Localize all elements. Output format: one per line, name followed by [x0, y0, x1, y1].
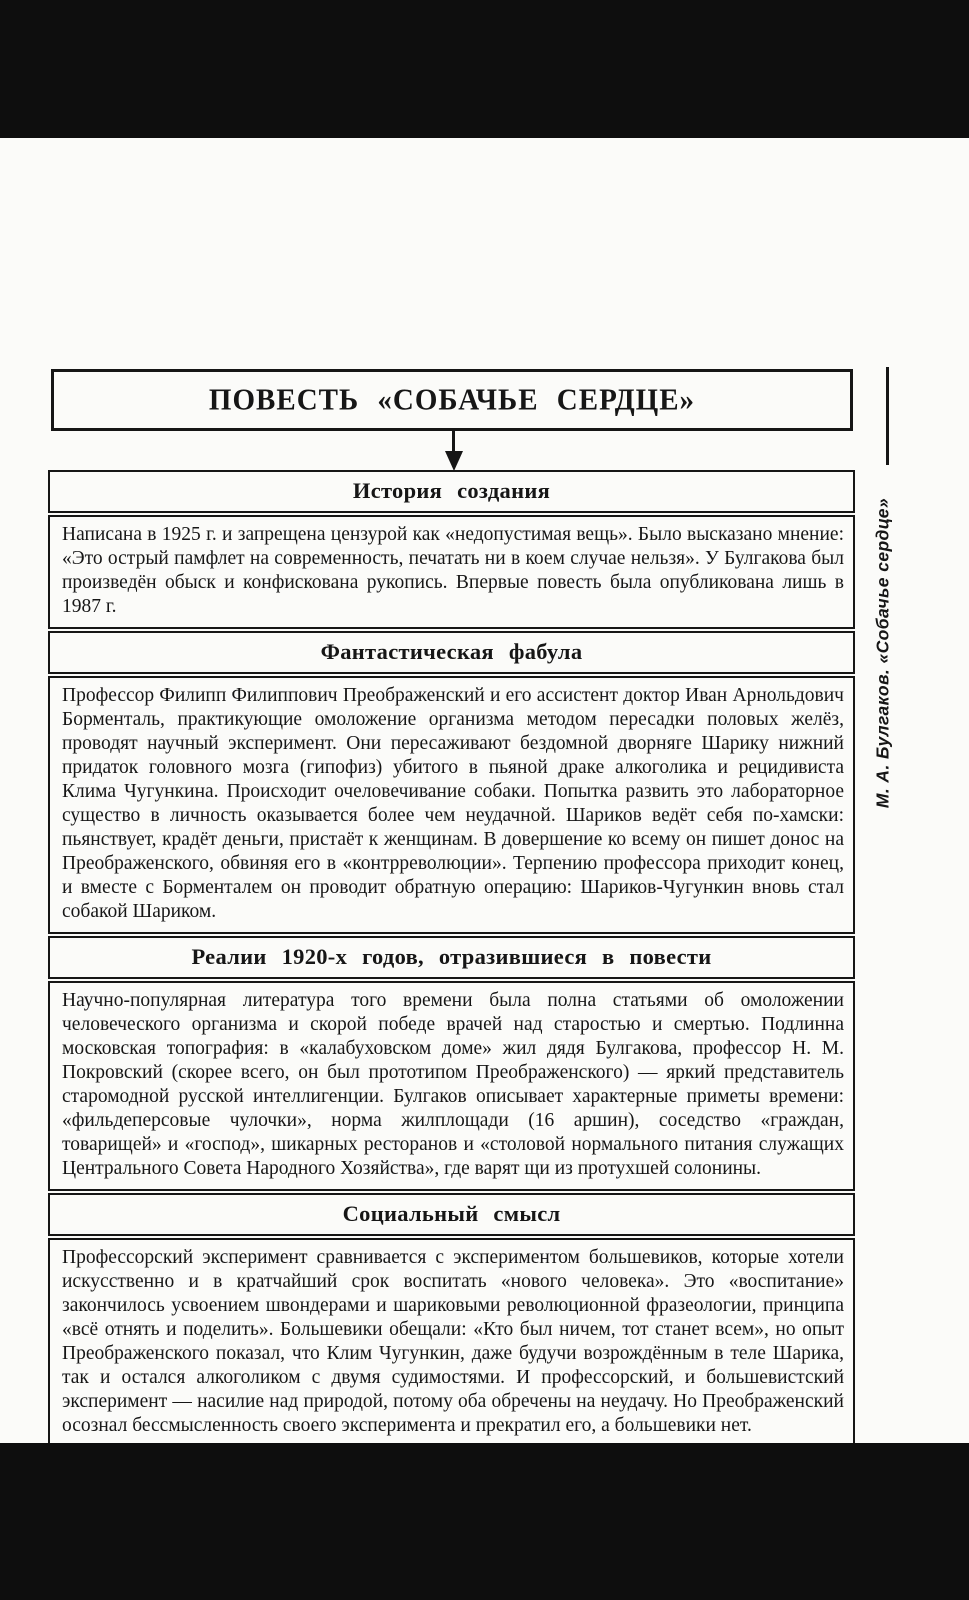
page-title: ПОВЕСТЬ «СОБАЧЬЕ СЕРДЦЕ»	[208, 382, 696, 417]
flow-arrow-stem	[452, 428, 455, 452]
section-heading: Фантастическая фабула	[48, 631, 855, 674]
bottom-black-band	[0, 1443, 969, 1600]
sidebar-caption: М. А. Булгаков. «Собачье сердце»	[872, 497, 893, 809]
section-heading: История создания	[48, 470, 855, 513]
sidebar-rule	[886, 367, 889, 465]
section-body: Профессор Филипп Филиппович Преображенский и его ассистент доктор Иван Арнольдович Борменталь, практикующие омоложение организма методом пересадки половых желёз, проводят научный эксперимент. Они пересаживают бездомной дворняге Шарику нижний придаток головного мозга (гипофиз) убитого в пьяной драке алкоголика и рецидивиста Клима Чугункина. Происходит очеловечивание собаки. Попытка развить это лабораторное существо в личность оказывается более чем неудачной. Шариков ведёт себя по-хамски: пьянствует, крадёт деньги, пристаёт к женщинам. В довершение ко всему он пишет донос на Преображенского, обвиняя его в «контрреволюции». Терпению профессора приходит конец, и вместе с Борменталем он проводит обратную операцию: Шариков-Чугункин вновь стал собакой Шариком.	[48, 676, 855, 934]
section-body: Написана в 1925 г. и запрещена цензурой как «недопустимая вещь». Было высказано мнение: «Это острый памфлет на современность, печатать ни в коем случае нельзя». У Булгакова был произведён обыск и конфискована рукопись. Впервые повесть была опубликована лишь в 1987 г.	[48, 515, 855, 629]
document-page	[0, 138, 969, 1443]
section-body: Научно-популярная литература того времени была полна статьями об омоложении человеческого организма и скорой победе врачей над старостью и смертью. Подлинна московская топография: в «калабуховском доме» жил дядя Булгакова, профессор Н. М. Покровский (скорее всего, он был прототипом Преображенского) — яркий представитель старомодной русской интеллигенции. Булгаков описывает характерные приметы времени: «фильдеперсовые чулочки», норма жилплощади (16 аршин), соседство «граждан, товарищей» и «господ», шикарных ресторанов и «столовой нормального питания служащих Центрального Совета Народного Хозяйства», где варят щи из протухшей солонины.	[48, 981, 855, 1191]
section-heading: Реалии 1920-х годов, отразившиеся в повести	[48, 936, 855, 979]
sections-stack	[48, 470, 855, 1448]
top-black-band	[0, 0, 969, 138]
title-box	[51, 369, 853, 431]
section-heading: Социальный смысл	[48, 1193, 855, 1236]
section-body: Профессорский эксперимент сравнивается с экспериментом большевиков, которые хотели искусственно и в кратчайший срок воспитать «нового человека». Это «воспитание» закончилось усвоением швондерами и шариковыми революционной фразеологии, принципа «всё отнять и поделить». Большевики обещали: «Кто был ничем, тот станет всем», но опыт Преображенского показал, что Клим Чугункин, даже будучи возрождённым в теле Шарика, так и остался алкоголиком с двумя судимостями. И профессорский, и большевистский эксперимент — насилие над природой, потому оба обречены на неудачу. Но Преображенский осознал бессмысленность своего эксперимента и прекратил его, а большевики нет.	[48, 1238, 855, 1448]
flow-arrow-down-icon	[445, 451, 463, 471]
